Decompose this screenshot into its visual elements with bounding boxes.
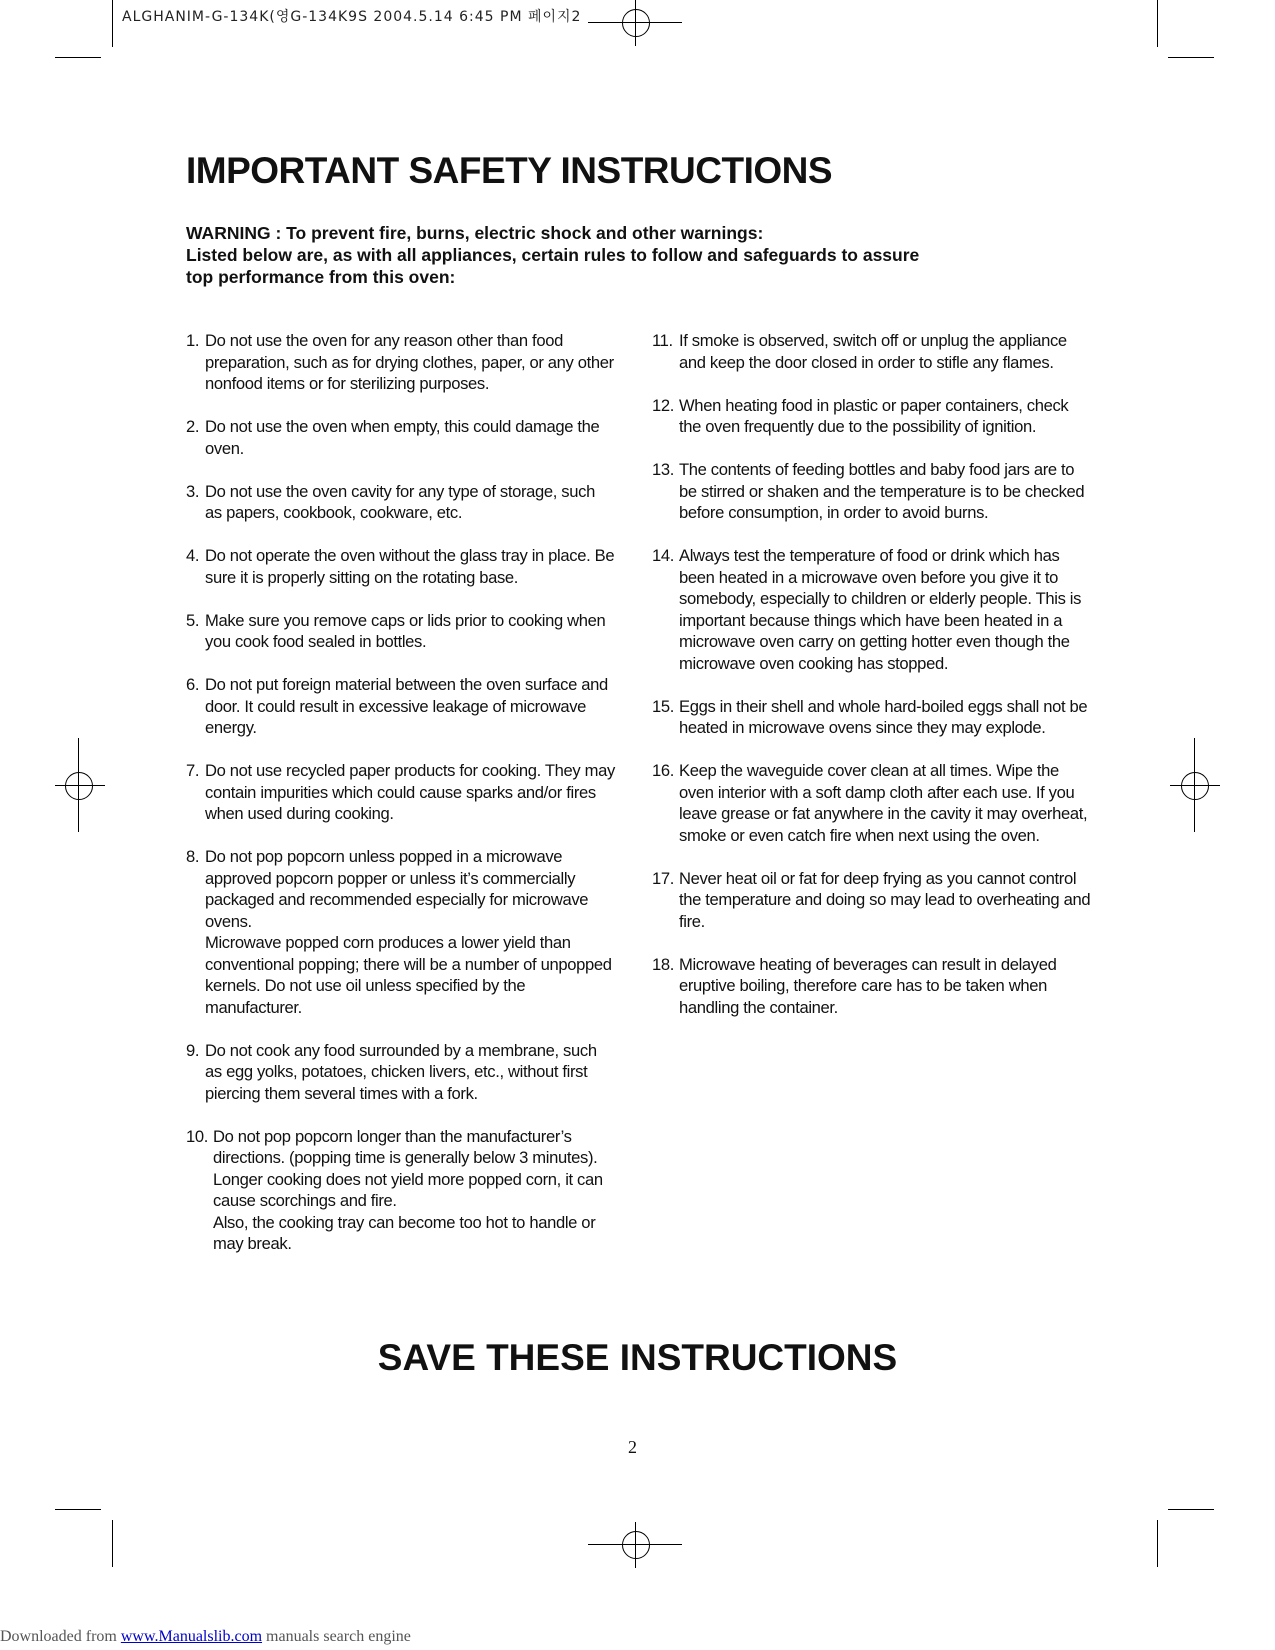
item-text: Do not use the oven for any reason other than food preparation, such as for drying clothes, paper, or any other nonfood items or for sterilizing purposes.	[205, 331, 614, 393]
instruction-item	[652, 459, 1092, 524]
instruction-item	[652, 954, 1092, 1019]
instruction-item	[186, 545, 616, 588]
item-text: Do not put foreign material between the oven surface and door. It could result in excessive leakage of microwave energy.	[205, 675, 608, 737]
item-text: Do not pop popcorn unless popped in a microwave approved popcorn popper or unless it’s commercially packaged and recommended especially for microwave ovens.	[205, 847, 589, 931]
footer-prefix: Downloaded from	[0, 1628, 121, 1645]
instruction-item	[186, 1126, 616, 1255]
item-number: 13.	[652, 460, 675, 479]
item-text: Also, the cooking tray can become too hot to handle or may break.	[213, 1212, 596, 1253]
instruction-item	[186, 1040, 616, 1105]
item-number: 10.	[186, 1126, 209, 1146]
instruction-item	[186, 760, 616, 825]
download-footer	[0, 1628, 411, 1646]
crop-mark	[55, 1509, 101, 1510]
instructions-right-column	[652, 330, 1092, 1040]
item-number: 1.	[186, 331, 200, 350]
item-text: Never heat oil or fat for deep frying as you cannot control the temperature and doing so may lead to overheating and fire.	[679, 868, 1091, 931]
instruction-item	[652, 868, 1092, 933]
item-number: 4.	[186, 546, 200, 565]
item-number: 18.	[652, 954, 675, 974]
instruction-item	[652, 760, 1092, 846]
instruction-item	[186, 330, 616, 395]
warning-line: Listed below are, as with all appliances, certain rules to follow and safeguards to assure	[186, 245, 920, 265]
warning-line: WARNING : To prevent fire, burns, electric shock and other warnings:	[186, 223, 764, 243]
item-text: The contents of feeding bottles and baby food jars are to be stirred or shaken and the temperature is to be checked before consumption, in order to avoid burns.	[679, 460, 1085, 522]
item-number: 16.	[652, 761, 675, 780]
item-text: When heating food in plastic or paper containers, check the oven frequently due to the possibility of ignition.	[679, 395, 1069, 436]
item-text: Always test the temperature of food or drink which has been heated in a microwave oven before you give it to somebody, especially to children or elderly people. This is important because things which have been heated in a microwave oven carry on getting hotter even though the microwave oven cooking has stopped.	[679, 546, 1082, 673]
item-number: 14.	[652, 546, 675, 565]
instructions-left-column	[186, 330, 616, 1276]
instruction-item	[186, 846, 616, 1018]
item-number: 8.	[186, 847, 200, 866]
warning-line: top performance from this oven:	[186, 267, 456, 287]
instruction-item	[652, 395, 1092, 438]
item-text: Do not use the oven when empty, this could damage the oven.	[205, 417, 600, 458]
item-number: 7.	[186, 761, 200, 780]
item-text: Make sure you remove caps or lids prior to cooking when you cook food sealed in bottles.	[205, 610, 606, 651]
footer-suffix: manuals search engine	[262, 1628, 411, 1645]
instruction-item	[652, 545, 1092, 674]
item-text: Do not use recycled paper products for cooking. They may contain impurities which could cause sparks and/or fires when used during cooking.	[205, 761, 615, 823]
item-number: 6.	[186, 675, 200, 694]
manualslib-link[interactable]: www.Manualslib.com	[120, 1628, 263, 1645]
instruction-item	[652, 330, 1092, 373]
item-number: 2.	[186, 417, 200, 436]
instruction-item	[186, 416, 616, 459]
instruction-item	[652, 696, 1092, 739]
crop-mark	[1157, 1520, 1158, 1567]
item-text: Microwave heating of beverages can result in delayed eruptive boiling, therefore care has to be taken when handling the container.	[679, 954, 1057, 1017]
item-text: Do not pop popcorn longer than the manufacturer’s directions. (popping time is generally below 3 minutes). Longer cooking does not yield more popped corn, it can cause scorchings and fire.	[213, 1126, 603, 1210]
page-title: IMPORTANT SAFETY INSTRUCTIONS	[186, 150, 833, 191]
item-number: 12.	[652, 395, 675, 415]
crop-mark	[1168, 57, 1214, 58]
page-number: 2	[628, 1437, 637, 1457]
crop-mark	[1168, 1509, 1214, 1510]
item-text: If smoke is observed, switch off or unplug the appliance and keep the door closed in order to stifle any flames.	[679, 331, 1067, 372]
instruction-item	[186, 610, 616, 653]
item-number: 17.	[652, 868, 675, 888]
item-text: Do not operate the oven without the glass tray in place. Be sure it is properly sitting on the rotating base.	[205, 546, 615, 587]
item-number: 5.	[186, 610, 200, 630]
crop-mark	[112, 0, 113, 47]
crop-mark	[55, 57, 101, 58]
item-number: 3.	[186, 481, 200, 501]
item-text: Keep the waveguide cover clean at all times. Wipe the oven interior with a soft damp cloth after each use. If you leave grease or fat anywhere in the cavity it may overheat, smoke or even catch fire when next using the oven.	[679, 761, 1088, 845]
crop-mark	[1157, 0, 1158, 47]
warning-block	[186, 222, 986, 288]
item-text: Eggs in their shell and whole hard-boiled eggs shall not be heated in microwave ovens since they may explode.	[679, 696, 1088, 737]
crop-mark	[112, 1520, 113, 1567]
item-text: Do not use the oven cavity for any type of storage, such as papers, cookbook, cookware, etc.	[205, 481, 595, 522]
instruction-item	[186, 674, 616, 739]
item-text: Microwave popped corn produces a lower yield than conventional popping; there will be a number of unpopped kernels. Do not use oil unless specified by the manufacturer.	[205, 933, 612, 1017]
item-number: 15.	[652, 696, 675, 716]
item-text: Do not cook any food surrounded by a membrane, such as egg yolks, potatoes, chicken livers, etc., without first piercing them several times with a fork.	[205, 1040, 597, 1103]
item-number: 9.	[186, 1040, 200, 1060]
instruction-item	[186, 481, 616, 524]
print-slug: ALGHANIM-G-134K(영G-134K9S 2004.5.14 6:45 PM 페이지2	[122, 9, 582, 25]
save-instructions-heading: SAVE THESE INSTRUCTIONS	[377, 1337, 898, 1378]
item-number: 11.	[652, 331, 673, 350]
